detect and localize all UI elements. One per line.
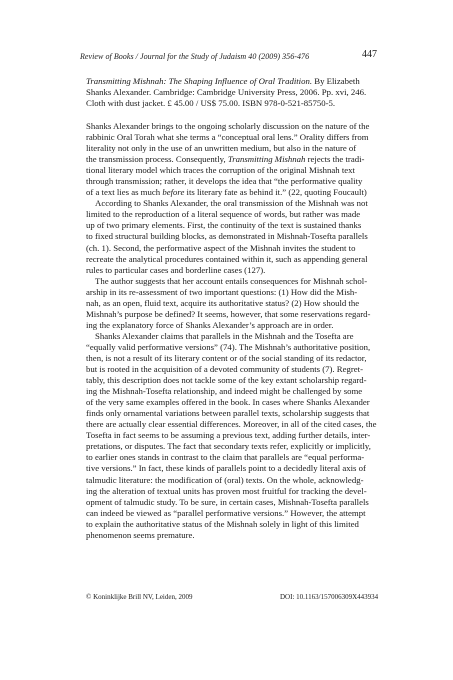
citation-line: Shanks Alexander. Cambridge: Cambridge University Press, 2006. Pp. xvi, 246. <box>86 87 367 98</box>
text-line: there are actually clear essential differences. Moreover, in all of the cited cases, the <box>86 419 377 430</box>
text-line: ing the Mishnah-Tosefta relationship, and indeed might be challenged by some <box>86 386 363 397</box>
text-line: of the very same examples offered in the book. In cases where Shanks Alexander <box>86 397 370 408</box>
paragraph <box>86 121 378 198</box>
text-line: Mishnah’s purpose be defined? It seems, however, that some reservations regard- <box>86 308 371 319</box>
text-line: Tosefta in fact seems to be assuming a previous text, adding further details, inter- <box>86 430 371 441</box>
paragraph <box>86 331 378 541</box>
text-line: finds only ornamental variations between parallel texts, scholarship suggests that <box>86 408 370 419</box>
text-line <box>86 187 378 198</box>
text-line: limited to the reproduction of a literal sequence of words, but rather was made <box>86 209 361 220</box>
text-line: rabbinic Oral Torah what she terms a “conceptual oral lens.” Orality differs from <box>86 132 369 143</box>
text-line <box>86 154 378 165</box>
book-title-inline: Transmitting Mishnah <box>225 154 306 165</box>
text-line: phenomenon seems premature. <box>86 529 195 540</box>
text-fragment: its literary fate as behind it.” (22, quoting Foucault) <box>184 187 367 198</box>
running-head: Review of Books / Journal for the Study of Judaism 40 (2009) 356-476 <box>80 52 310 61</box>
text-line: opment of talmudic study. To be sure, in certain cases, Mishnah-Tosefta parallels <box>86 496 369 507</box>
paragraph <box>86 276 378 331</box>
text-line: rules to particular cases and borderline cases (127). <box>86 264 266 275</box>
text-line: ing the explanatory force of Shanks Alexander’s approach are in order. <box>86 319 334 330</box>
review-body <box>86 121 378 541</box>
citation-line: Cloth with dust jacket. £ 45.00 / US$ 75.00. ISBN 978-0-521-85750-5. <box>86 98 336 109</box>
text-line: literality not only in the use of an unwritten medium, but also in the nature of <box>86 143 357 154</box>
text-line: arship in its re-assessment of two important questions: (1) How did the Mish- <box>86 286 358 297</box>
text-line: to fixed structural building blocks, as demonstrated in Mishnah-Tosefta parallels <box>86 231 368 242</box>
text-line: Shanks Alexander brings to the ongoing scholarly discussion on the nature of the <box>86 121 370 131</box>
text-line: Shanks Alexander claims that parallels in the Mishnah and the Tosefta are <box>95 330 354 341</box>
text-fragment: of a text lies as much <box>86 187 163 198</box>
copyright-notice: © Koninklijke Brill NV, Leiden, 2009 <box>86 593 193 601</box>
text-line: “equally valid performative versions” (74). The Mishnah’s authoritative position, <box>86 341 371 352</box>
text-line: nah, as an open, fluid text, acquire its authoritative status? (2) How should the <box>86 297 360 308</box>
text-line: then, is not a result of its literary content or of the social standing of its redactor, <box>86 352 367 363</box>
text-fragment: rejects the tradi- <box>305 154 365 165</box>
text-line: up of two primary elements. First, the continuity of the text is sustained thanks <box>86 220 362 231</box>
text-line: but is rooted in the acquisition of a devoted community of students (7). Regret- <box>86 364 364 375</box>
text-fragment: the transmission process. Consequently, <box>86 154 226 165</box>
text-line: The author suggests that her account entails consequences for Mishnah schol- <box>95 275 368 286</box>
text-line: to explain the authoritative status of the Mishnah solely in light of this limited <box>86 518 359 529</box>
text-line: can indeed be viewed as “parallel performative versions.” However, the attempt <box>86 507 366 518</box>
citation-line <box>86 76 378 87</box>
emphasis: before <box>162 187 185 198</box>
page-number: 447 <box>362 49 377 60</box>
text-line: (ch. 1). Second, the performative aspect of the Mishnah invites the student to <box>86 242 356 253</box>
text-line: recreate the analytical procedures contained within it, such as appending general <box>86 253 368 264</box>
text-line: tive versions.” In fact, these kinds of parallels point to a decidedly literal axis of <box>86 463 366 474</box>
book-citation <box>86 76 378 109</box>
text-line: talmudic literature: the modification of (oral) texts. On the whole, acknowledg- <box>86 474 364 485</box>
book-title: Transmitting Mishnah: The Shaping Influence of Oral Tradition. <box>86 76 313 86</box>
text-line: through transmission; rather, it develops the idea that “the performative quality <box>86 176 363 187</box>
text-line: According to Shanks Alexander, the oral transmission of the Mishnah was not <box>95 198 368 209</box>
doi-label: DOI: 10.1163/157006309X443934 <box>280 593 379 601</box>
text-line: pretations, or disputes. The fact that secondary texts refer, explicitly or implicitly, <box>86 441 371 452</box>
paragraph <box>86 198 378 275</box>
text-line: to earlier ones stands in contrast to the claim that parallels are “equal performa- <box>86 452 365 463</box>
citation-author-start: By Elizabeth <box>312 76 360 86</box>
text-line: ing the alteration of textual units has proven most fruitful for tracking the devel- <box>86 485 367 496</box>
text-line: tably, this description does not tackle some of the key extant scholarship regard- <box>86 375 367 386</box>
text-line: tional literary model which traces the corruption of the original Mishnah text <box>86 165 355 176</box>
